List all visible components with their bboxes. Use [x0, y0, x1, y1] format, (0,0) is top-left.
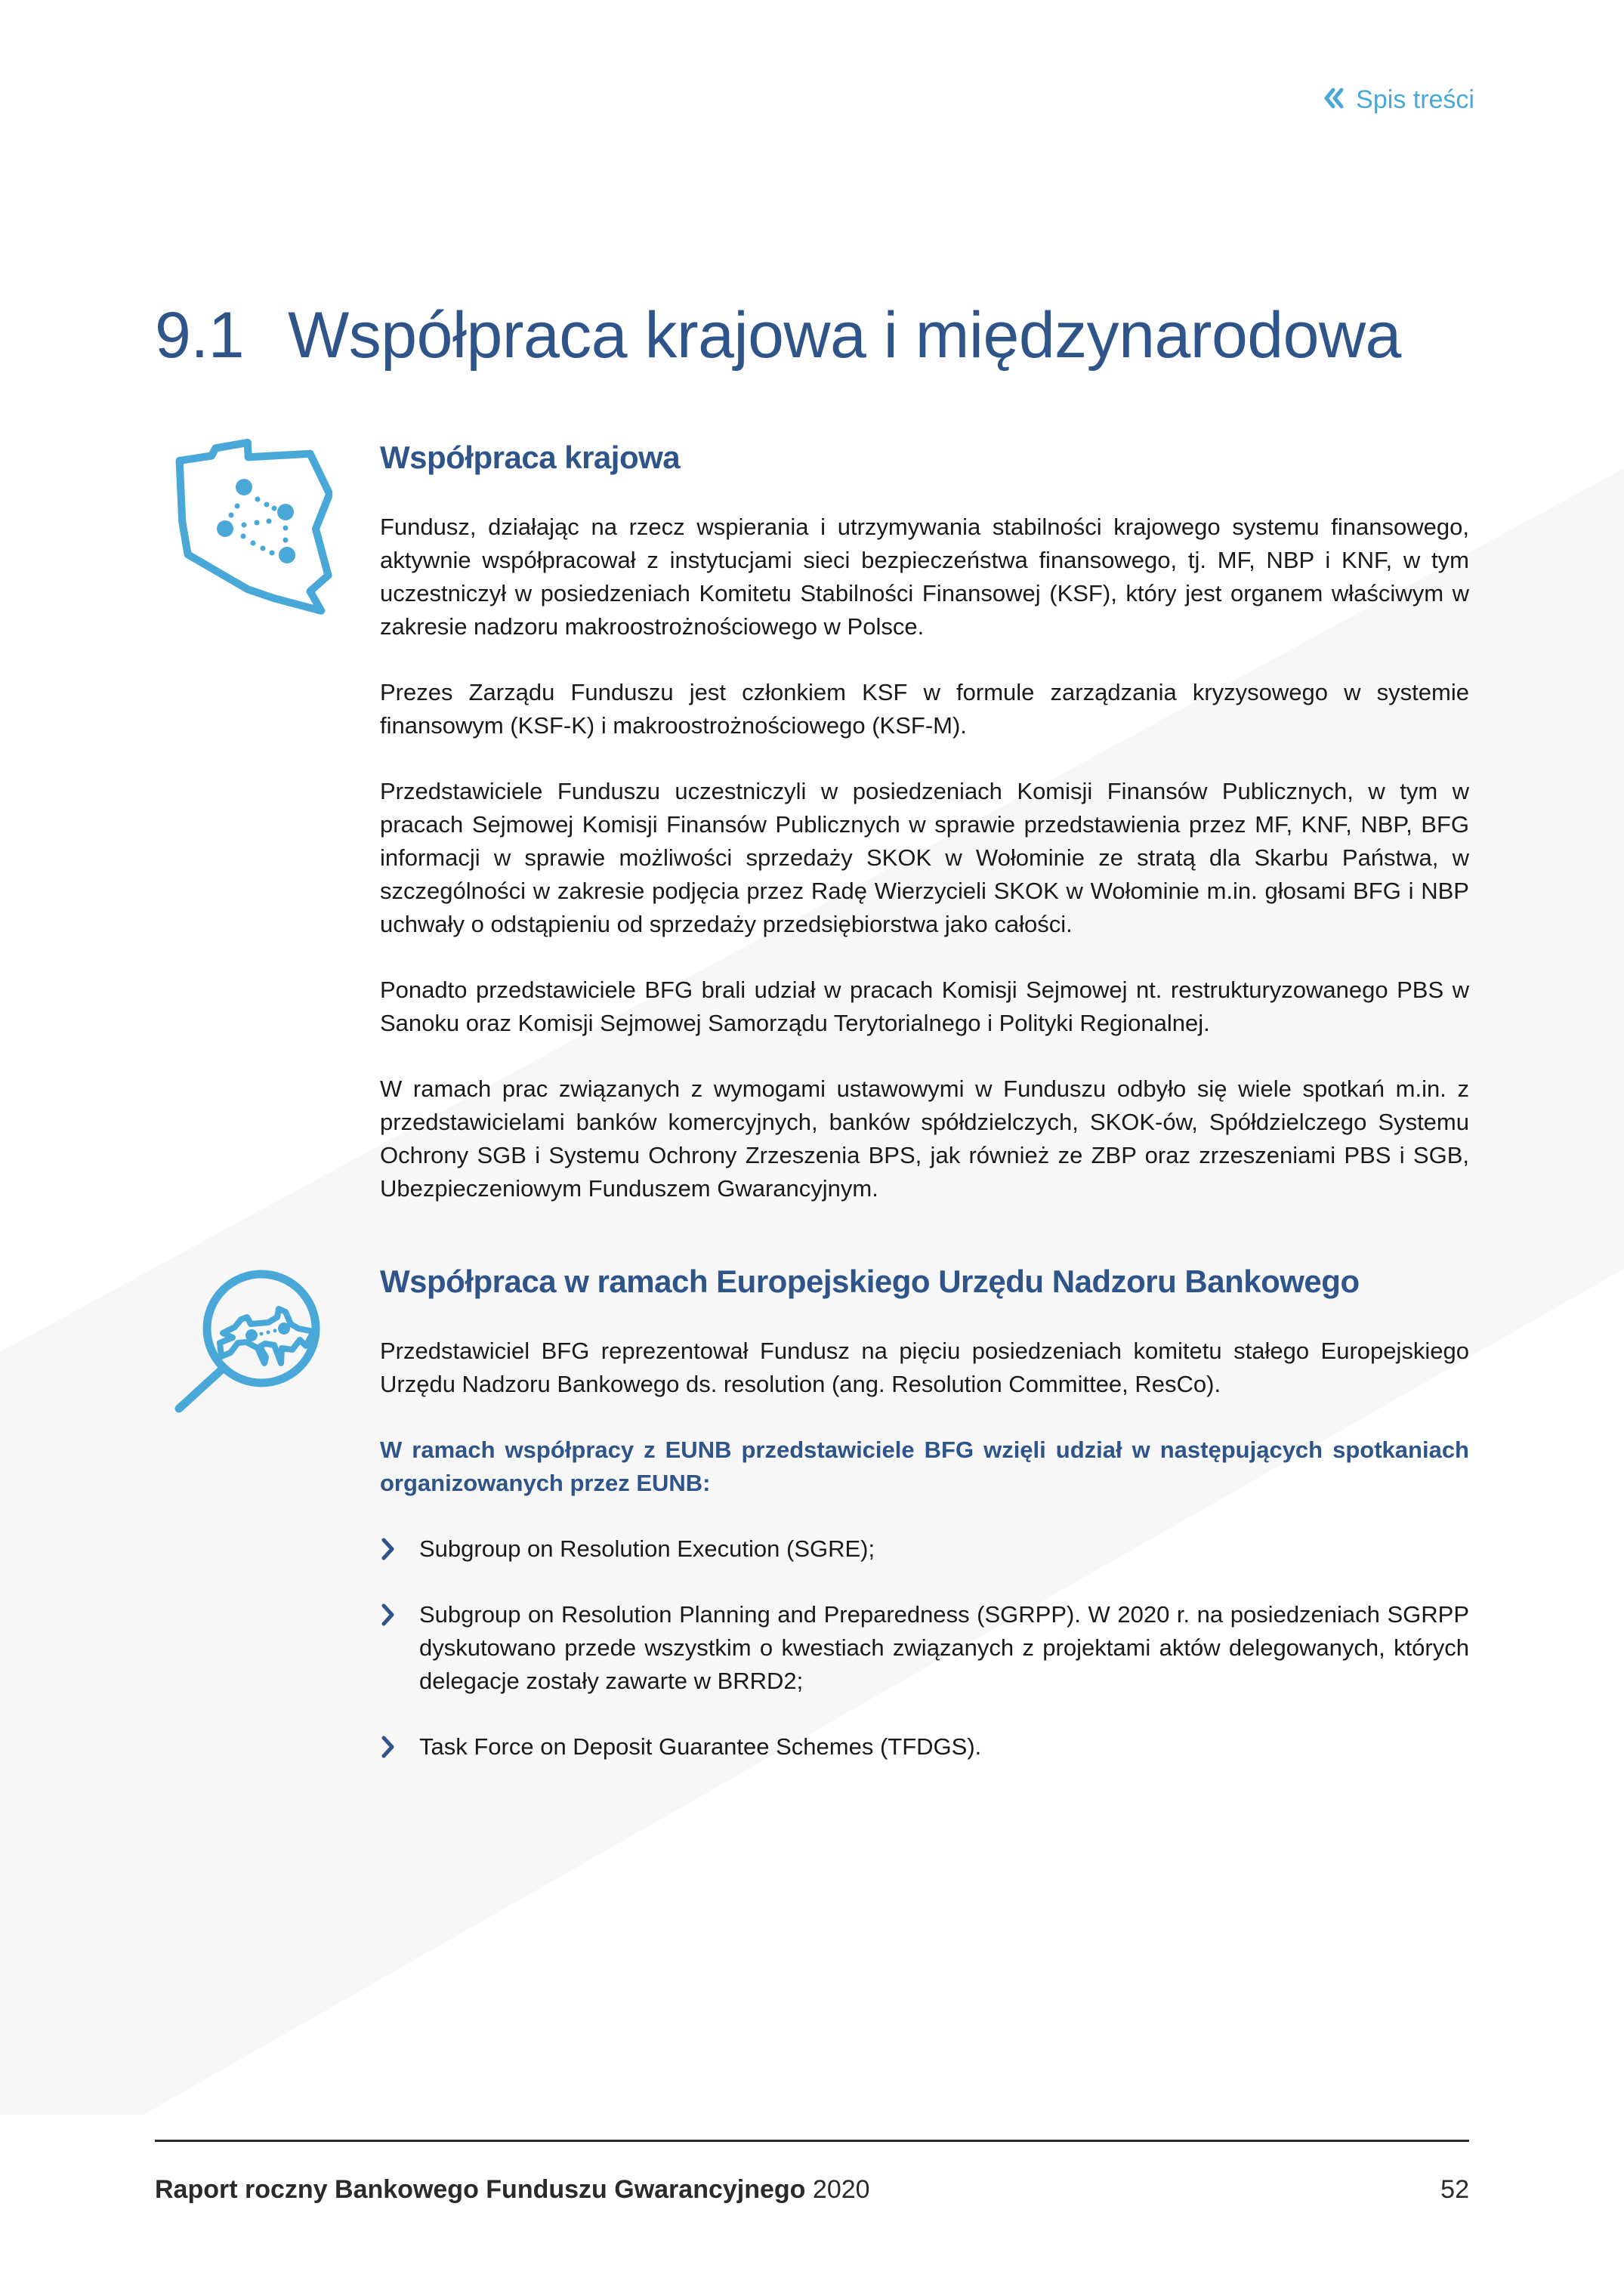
chapter-number: 9.1	[155, 299, 245, 372]
list-item-text: Task Force on Deposit Guarantee Schemes (TFDGS).	[419, 1733, 982, 1760]
poland-map-network-icon	[159, 434, 332, 616]
footer-divider	[155, 2140, 1469, 2142]
chapter-title-text: Współpraca krajowa i międzynarodowa	[288, 299, 1401, 372]
list-item	[380, 1532, 1469, 1566]
section-domestic-cooperation	[380, 440, 1469, 1238]
chevron-right-icon	[380, 1537, 397, 1561]
section-eba-cooperation	[380, 1264, 1469, 1796]
magnifier-europe-map-icon	[162, 1265, 336, 1427]
paragraph: Ponadto przedstawiciele BFG brali udział w pracach Komisji Sejmowej nt. restrukturyzowanego PBS w Sanoku oraz Komisji Sejmowej Samorządu Terytorialnego i Polityki Regionalnej.	[380, 977, 1469, 1036]
lead-paragraph: W ramach współpracy z EUNB przedstawiciele BFG wzięli udział w następujących spotkaniach organizowanych przez EUNB:	[380, 1437, 1469, 1496]
paragraph: Przedstawiciel BFG reprezentował Fundusz na pięciu posiedzeniach komitetu stałego Europejskiego Urzędu Nadzoru Bankowego ds. resolution (ang. Resolution Committee, ResCo).	[380, 1338, 1469, 1397]
meetings-list	[380, 1532, 1469, 1764]
paragraph: W ramach prac związanych z wymogami ustawowymi w Funduszu odbyło się wiele spotkań m.in. z przedstawicielami banków komercyjnych, banków spółdzielczych, SKOK-ów, Spółdzielczego Systemu Ochrony SGB i Systemu Ochrony Zrzeszenia BPS, jak również ze ZBP oraz zrzeszeniami PBS i SGB, Ubezpieczeniowym Funduszem Gwarancyjnym.	[380, 1075, 1469, 1202]
list-item	[380, 1730, 1469, 1764]
footer-report-name: Raport roczny Bankowego Funduszu Gwarancyjnego	[155, 2175, 806, 2204]
chevron-right-icon	[380, 1735, 397, 1759]
list-item	[380, 1598, 1469, 1698]
paragraph: Przedstawiciele Funduszu uczestniczyli w posiedzeniach Komisji Finansów Publicznych, w tym w pracach Sejmowej Komisji Finansów Publicznych w sprawie przedstawienia przez MF, KNF, NBP, BFG informacji w sprawie możliwości sprzedaży SKOK w Wołominie ze stratą dla Skarbu Państwa, w szczególności w zakresie podjęcia przez Radę Wierzycieli SKOK w Wołominie m.in. głosami BFG i NBP uchwały o odstąpieniu od sprzedaży przedsiębiorstwa jako całości.	[380, 778, 1469, 937]
table-of-contents-link[interactable]	[1323, 85, 1474, 115]
page-number: 52	[1440, 2175, 1469, 2204]
double-chevron-left-icon	[1323, 85, 1345, 115]
chapter-title	[155, 298, 1401, 373]
list-item-text: Subgroup on Resolution Planning and Preparedness (SGRPP). W 2020 r. na posiedzeniach SGRPP dyskutowano przede wszystkim o kwestiach związanych z projektami aktów delegowanych, których delegacje zostały zawarte w BRRD2;	[419, 1601, 1469, 1694]
paragraph: Prezes Zarządu Funduszu jest członkiem KSF w formule zarządzania kryzysowego w systemie finansowym (KSF-K) i makroostrożnościowego (KSF-M).	[380, 679, 1469, 739]
footer-report-title	[155, 2175, 870, 2205]
section-title: Współpraca krajowa	[380, 440, 681, 475]
list-item-text: Subgroup on Resolution Execution (SGRE);	[419, 1535, 875, 1562]
paragraph: Fundusz, działając na rzecz wspierania i utrzymywania stabilności krajowego systemu finansowego, aktywnie współpracował z instytucjami sieci bezpieczeństwa finansowego, tj. MF, NBP i KNF, w tym uczestniczył w posiedzeniach Komitetu Stabilności Finansowej (KSF), który jest organem właściwym w zakresie nadzoru makroostrożnościowego w Polsce.	[380, 514, 1469, 640]
chevron-right-icon	[380, 1603, 397, 1627]
footer-report-year: 2020	[812, 2175, 870, 2204]
section-title: Współpraca w ramach Europejskiego Urzędu Nadzoru Bankowego	[380, 1264, 1360, 1299]
toc-link-label: Spis treści	[1356, 85, 1474, 114]
